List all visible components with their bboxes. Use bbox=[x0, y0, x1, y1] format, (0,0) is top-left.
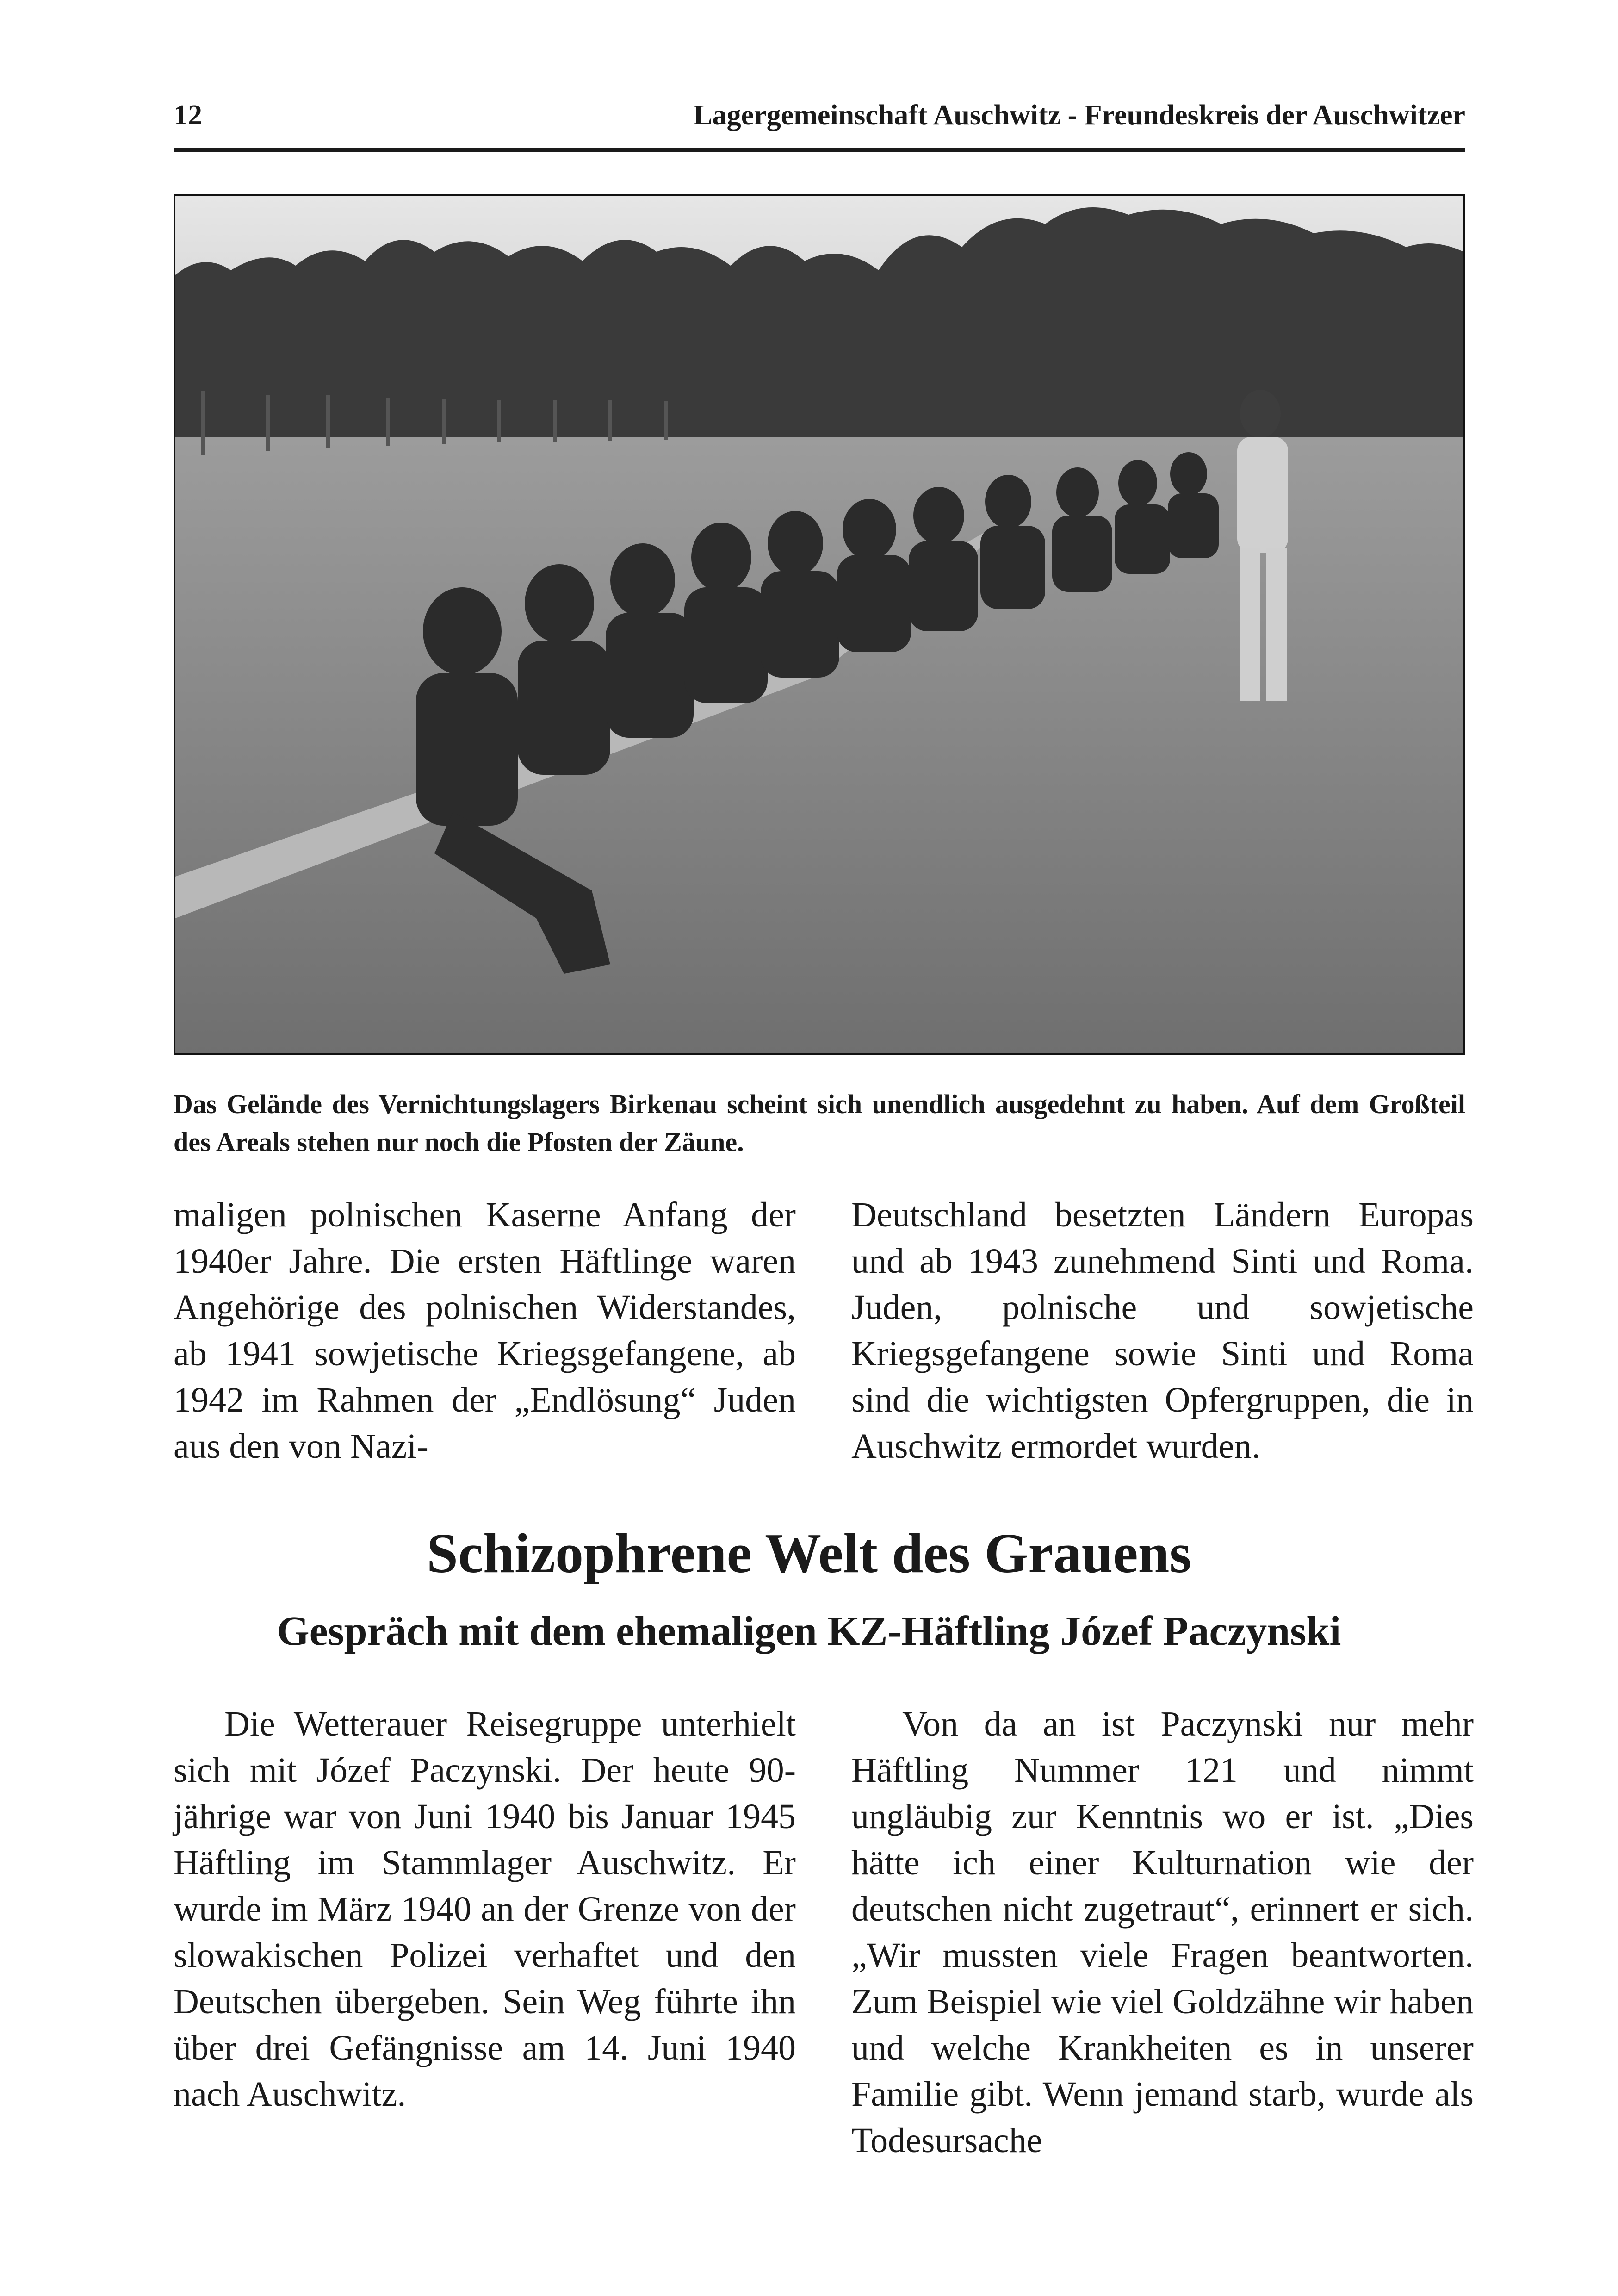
article-left-column: Die Wetterauer Reisegruppe unterhielt sich mit Józef Paczynski. Der heute 90-jährige war von Juni 1940 bis Januar 1945 Häftling im Stammlager Auschwitz. Er wurde im März 1940 an der Grenze von der slowakischen Polizei verhaftet und den Deutschen übergeben. Sein Weg führte ihn über drei Gefängnisse am 14. Juni 1940 nach Auschwitz. bbox=[174, 1705, 796, 2114]
running-title: Lagergemeinschaft Auschwitz - Freundeskreis der Auschwitzer bbox=[693, 100, 1465, 131]
header-rule bbox=[174, 148, 1465, 152]
group-photo bbox=[174, 194, 1465, 1055]
photo-illustration bbox=[175, 196, 1463, 1053]
page-number: 12 bbox=[174, 100, 202, 131]
upper-left-column: maligen polnischen Kaserne Anfang der 1940er Jahre. Die ersten Häftlinge waren Angehörige des polnischen Widerstandes, ab 1941 sowjetische Kriegsgefangene, ab 1942 im Rahmen der „Endlösung“ Juden aus den von Nazi- bbox=[174, 1195, 796, 1466]
upper-right-column: Deutschland besetzten Ländern Europas und ab 1943 zunehmend Sinti und Roma. Juden, polnische und sowjetische Kriegsgefangene sowie Sinti und Roma sind die wichtigsten Opfergruppen, die in Auschwitz ermordet wurden. bbox=[851, 1195, 1474, 1466]
article-subheadline: Gespräch mit dem ehemaligen KZ-Häftling Józef Paczynski bbox=[277, 1608, 1341, 1654]
photo-caption: Das Gelände des Vernichtungslagers Birkenau scheint sich unendlich ausgedehnt zu haben. Auf dem Großteil des Areals stehen nur noch die Pfosten der Zäune. bbox=[174, 1089, 1465, 1157]
article-right-column: Von da an ist Paczynski nur mehr Häftling Nummer 121 und nimmt ungläubig zur Kenntnis wo er ist. „Dies hätte ich einer Kulturnation wie der deutschen nicht zugetraut“, erinnert er sich. „Wir mussten viele Fragen beantworten. Zum Beispiel wie viel Goldzähne wir haben und welche Krankheiten es in unserer Familie gibt. Wenn jemand starb, wurde als Todesursache bbox=[851, 1705, 1474, 2160]
article-headline: Schizophrene Welt des Grauens bbox=[427, 1522, 1191, 1585]
